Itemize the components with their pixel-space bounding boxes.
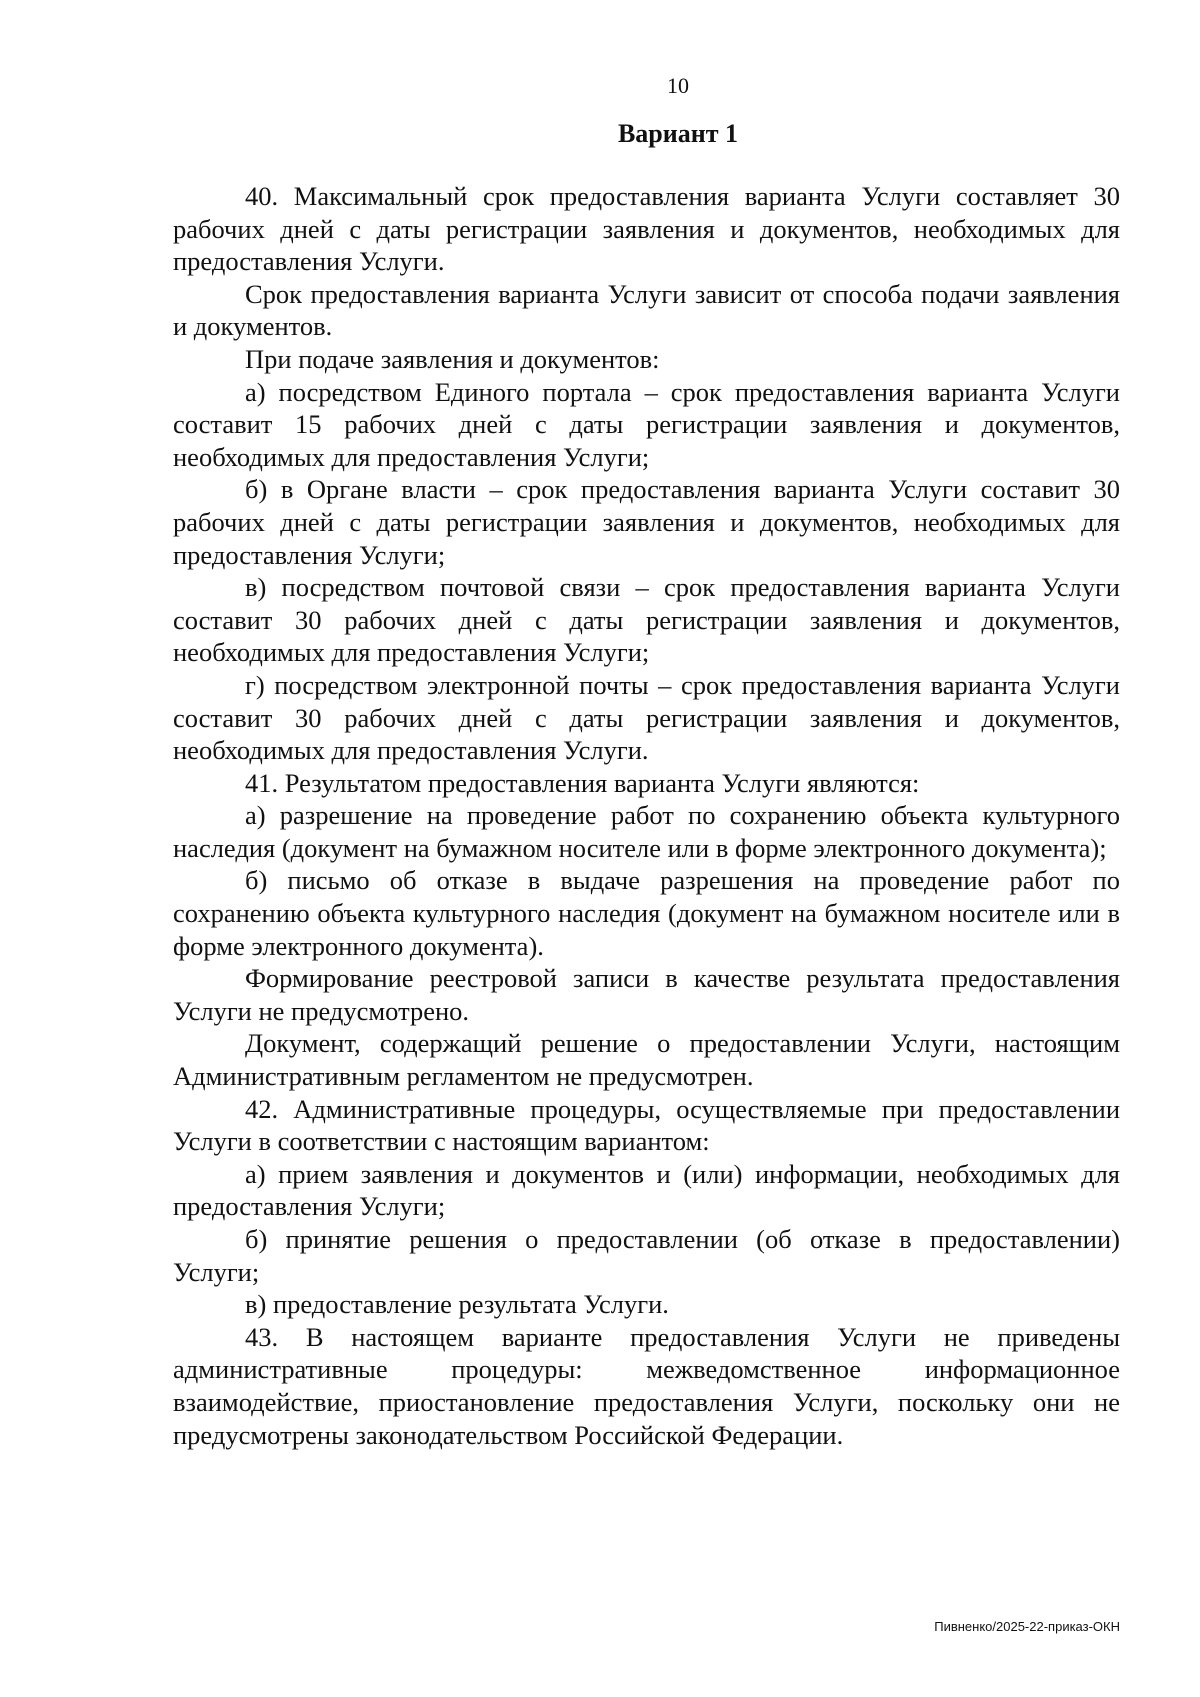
paragraph: г) посредством электронной почты – срок предоставления варианта Услуги составит 30 рабочих дней с даты регистрации заявления и документов, необходимых для предоставления Услуги.	[173, 669, 1120, 766]
paragraph: б) в Органе власти – срок предоставления варианта Услуги составит 30 рабочих дней с даты регистрации заявления и документов, необходимых для предоставления Услуги;	[173, 474, 1120, 570]
paragraph: Документ, содержащий решение о предоставлении Услуги, настоящим Административным регламентом не предусмотрен.	[173, 1028, 1120, 1092]
paragraph: Формирование реестровой записи в качестве результата предоставления Услуги не предусмотрено.	[173, 963, 1120, 1026]
paragraph: 40. Максимальный срок предоставления варианта Услуги составляет 30 рабочих дней с даты регистрации заявления и документов, необходимых для предоставления Услуги.	[173, 181, 1120, 277]
document-footer-id: Пивненко/2025-22-приказ-ОКН	[934, 1619, 1120, 1634]
document-body	[173, 180, 1120, 1451]
section-heading: Вариант 1	[617, 119, 739, 148]
paragraph: б) принятие решения о предоставлении (об отказе в предоставлении) Услуги;	[173, 1224, 1120, 1287]
paragraph: а) посредством Единого портала – срок предоставления варианта Услуги составит 15 рабочих дней с даты регистрации заявления и документов, необходимых для предоставления Услуги;	[173, 376, 1120, 472]
paragraph: 42. Административные процедуры, осуществляемые при предоставлении Услуги в соответствии с настоящим вариантом:	[173, 1093, 1120, 1157]
paragraph: 43. В настоящем варианте предоставления Услуги не приведены административные процедуры: межведомственное информационное взаимодействие, приостановление предоставления Услуги, поскольку они не предусмотрены законодательством Российской Федерации.	[173, 1321, 1120, 1450]
page-number: 10	[667, 73, 689, 98]
paragraph: 41. Результатом предоставления варианта Услуги являются:	[245, 767, 920, 798]
paragraph: Срок предоставления варианта Услуги зависит от способа подачи заявления и документов.	[173, 278, 1120, 342]
paragraph: б) письмо об отказе в выдаче разрешения на проведение работ по сохранению объекта культурного наследия (документ на бумажном носителе или в форме электронного документа).	[173, 865, 1120, 961]
paragraph: При подаче заявления и документов:	[245, 343, 660, 374]
paragraph: в) посредством почтовой связи – срок предоставления варианта Услуги составит 30 рабочих дней с даты регистрации заявления и документов, необходимых для предоставления Услуги;	[173, 572, 1120, 668]
paragraph: а) разрешение на проведение работ по сохранению объекта культурного наследия (документ на бумажном носителе или в форме электронного документа);	[173, 800, 1120, 863]
paragraph: в) предоставление результата Услуги.	[245, 1289, 669, 1320]
paragraph: а) прием заявления и документов и (или) информации, необходимых для предоставления Услуги;	[173, 1158, 1120, 1222]
